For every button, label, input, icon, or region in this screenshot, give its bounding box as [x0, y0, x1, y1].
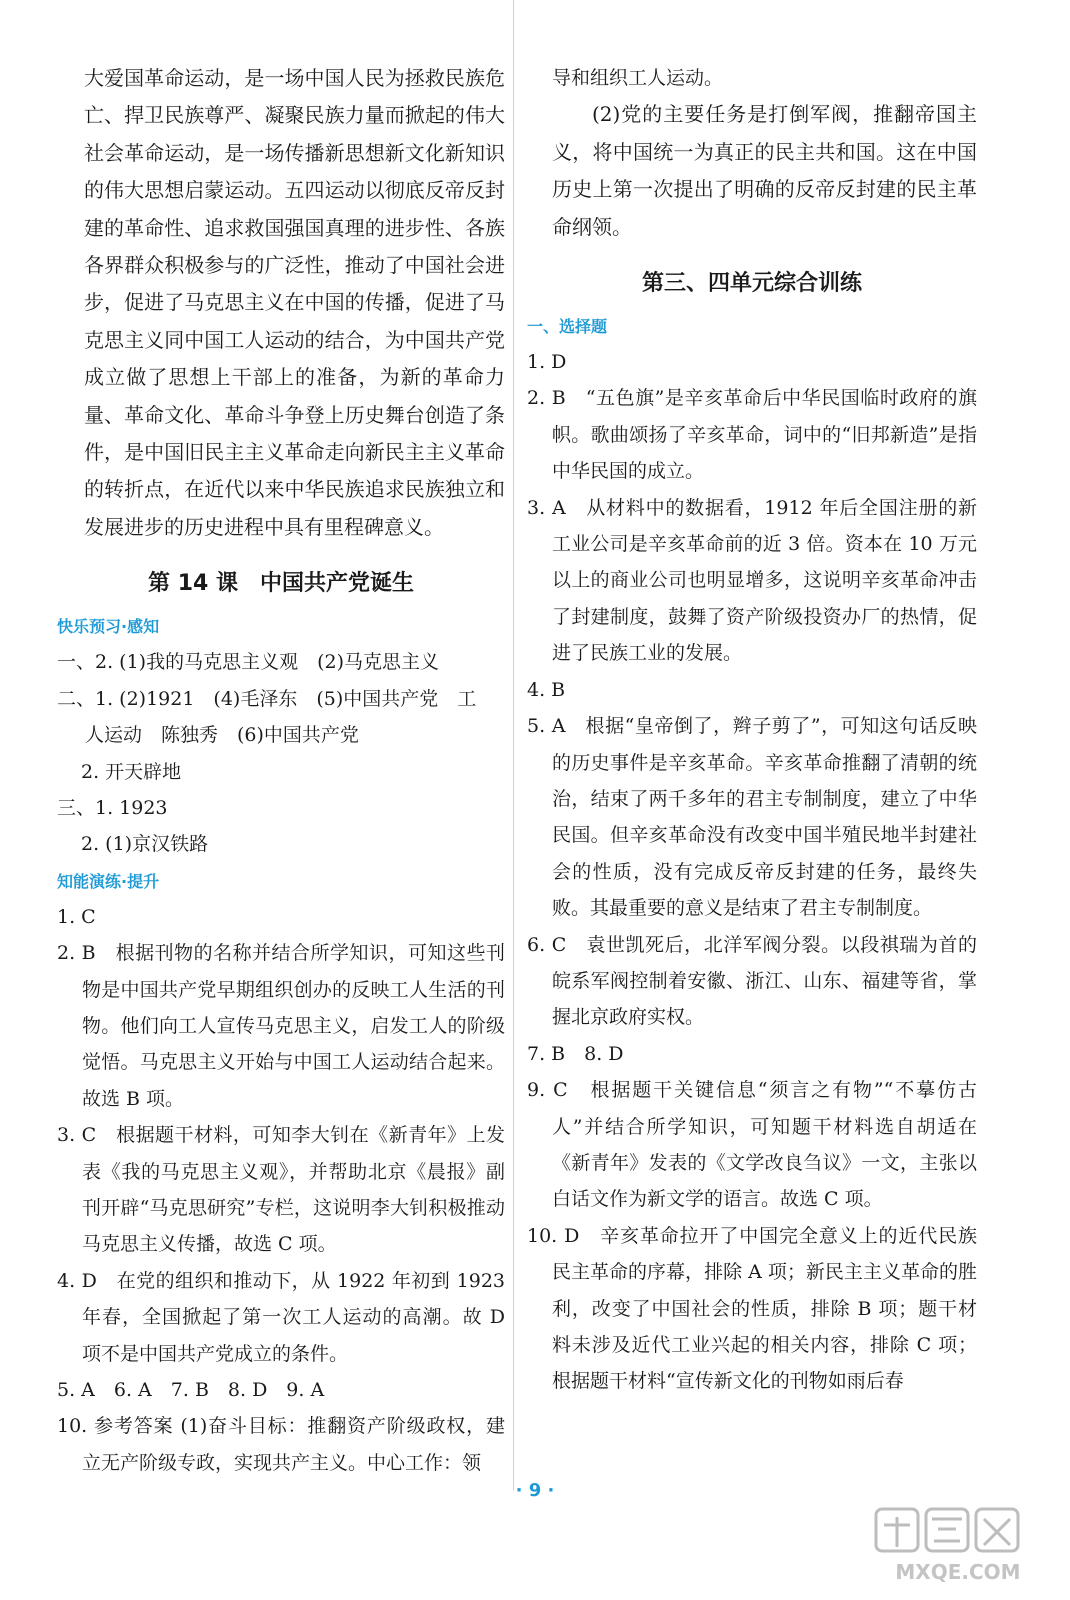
- answer-item: 3. C 根据题干材料，可知李大钊在《新青年》上发表《我的马克思主义观》，并帮助北京《晨报》副刊开辟“马克思研究”专栏，这说明李大钊积极推动马克思主义传播，故选 C 项。: [57, 1124, 505, 1256]
- answer-item: 10. 参考答案 (1)奋斗目标：推翻资产阶级政权，建立无产阶级专政，实现共产主义。中心工作：领: [57, 1415, 505, 1474]
- answer-item: 6. C 袁世凯死后，北洋军阀分裂。以段祺瑞为首的皖系军阀控制着安徽、浙江、山东、福建等省，掌握北京政府实权。: [527, 933, 977, 1029]
- page-number: · 9 ·: [515, 1480, 555, 1501]
- answer-item: 10. D 辛亥革命拉开了中国完全意义上的近代民族民主革命的序幕，排除 A 项；新民主主义革命的胜利，改变了中国社会的性质，排除 B 项；题干材料未涉及近代工业兴起的相关内容，排除 C 项；根据题干材料“宣传新文化的刊物如雨后春: [527, 1224, 977, 1393]
- intro-paragraph: 大爱国革命运动，是一场中国人民为拯救民族危亡、捍卫民族尊严、凝聚民族力量而掀起的伟大社会革命运动，是一场传播新思想新文化新知识的伟大思想启蒙运动。五四运动以彻底反帝反封建的革命性、追求救国强国真理的进步性、各族各界群众积极参与的广泛性，推动了中国社会进步，促进了马克思主义在中国的传播，促进了马克思主义同中国工人运动的结合，为中国共产党成立做了思想上干部上的准备，为新的革命力量、革命文化、革命斗争登上历史舞台创造了条件，是中国旧民主主义革命走向新民主主义革命的转折点，在近代以来中华民族追求民族独立和发展进步的历史进程中具有里程碑意义。: [84, 66, 505, 539]
- answer-item: 9. C 根据题干关键信息“须言之有物”“不摹仿古人”并结合所学知识，可知题干材料选自胡适在《新青年》发表的《文学改良刍议》一文，主张以白话文作为新文学的语言。故选 C 项。: [527, 1079, 977, 1211]
- answer-item: 5. A 根据“皇帝倒了，辫子剪了”，可知这句话反映的历史事件是辛亥革命。辛亥革命推翻了清朝的统治，结束了两千多年的君主专制制度，建立了中华民国。但辛亥革命没有改变中国半殖民地半封建社会的性质，没有完成反帝反封建的任务，最终失败。其最重要的意义是结束了君主专制制度。: [527, 715, 977, 920]
- unit-title: 第三、四单元综合训练: [641, 271, 862, 297]
- right-column: [527, 60, 977, 1400]
- answer-item: 7. B 8. D: [527, 1042, 624, 1065]
- answer-line: 人运动 陈独秀 (6)中国共产党: [85, 724, 359, 747]
- answer-item: 2. B 根据刊物的名称并结合所学知识，可知这些刊物是中国共产党早期组织创办的反映工人生活的刊物。他们向工人宣传马克思主义，启发工人的阶级觉悟。马克思主义开始与中国工人运动结合起来。故选 B 项。: [57, 942, 505, 1110]
- watermark-text: MXQE.COM: [895, 1560, 1021, 1584]
- answer-line: 二、1. (2)1921 (4)毛泽东 (5)中国共产党 工: [57, 687, 477, 710]
- continued-line: 导和组织工人运动。: [552, 67, 724, 89]
- answer-line: 三、1. 1923: [57, 796, 168, 819]
- answer-item: 5. A 6. A 7. B 8. D 9. A: [57, 1379, 325, 1401]
- column-divider: [513, 0, 514, 1490]
- section-label-preview: 快乐预习·感知: [57, 617, 160, 637]
- section-label-practice: 知能演练·提升: [57, 871, 160, 891]
- answer-item: 1. C: [57, 905, 96, 928]
- lesson-title: 第 14 课 中国共产党诞生: [148, 571, 414, 597]
- section-label-choice: 一、选择题: [527, 317, 608, 337]
- answer-item: 1. D: [527, 351, 567, 374]
- answer-item: 4. D 在党的组织和推动下，从 1922 年初到 1923 年春，全国掀起了第一次工人运动的高潮。故 D 项不是中国共产党成立的条件。: [57, 1269, 505, 1365]
- answer-line: 2. (1)京汉铁路: [81, 833, 209, 856]
- watermark-logo: [868, 1505, 1048, 1587]
- answer-line: 2. 开天辟地: [81, 760, 182, 783]
- answer-item: 2. B “五色旗”是辛亥革命后中华民国临时政府的旗帜。歌曲颂扬了辛亥革命，词中的“旧邦新造”是指中华民国的成立。: [527, 387, 977, 483]
- answer-line: 一、2. (1)我的马克思主义观 (2)马克思主义: [57, 651, 439, 674]
- left-column: [57, 60, 505, 1481]
- answer-paragraph: (2)党的主要任务是打倒军阀，推翻帝国主义，将中国统一为真正的民主共和国。这在中国历史上第一次提出了明确的反帝反封建的民主革命纲领。: [552, 102, 977, 239]
- answer-item: 4. B: [527, 678, 566, 701]
- answer-item: 3. A 从材料中的数据看，1912 年后全国注册的新工业公司是辛亥革命前的近 3 倍。资本在 10 万元以上的商业公司也明显增多，这说明辛亥革命冲击了封建制度，鼓舞了资产阶级投资办厂的热情，促进了民族工业的发展。: [527, 496, 977, 665]
